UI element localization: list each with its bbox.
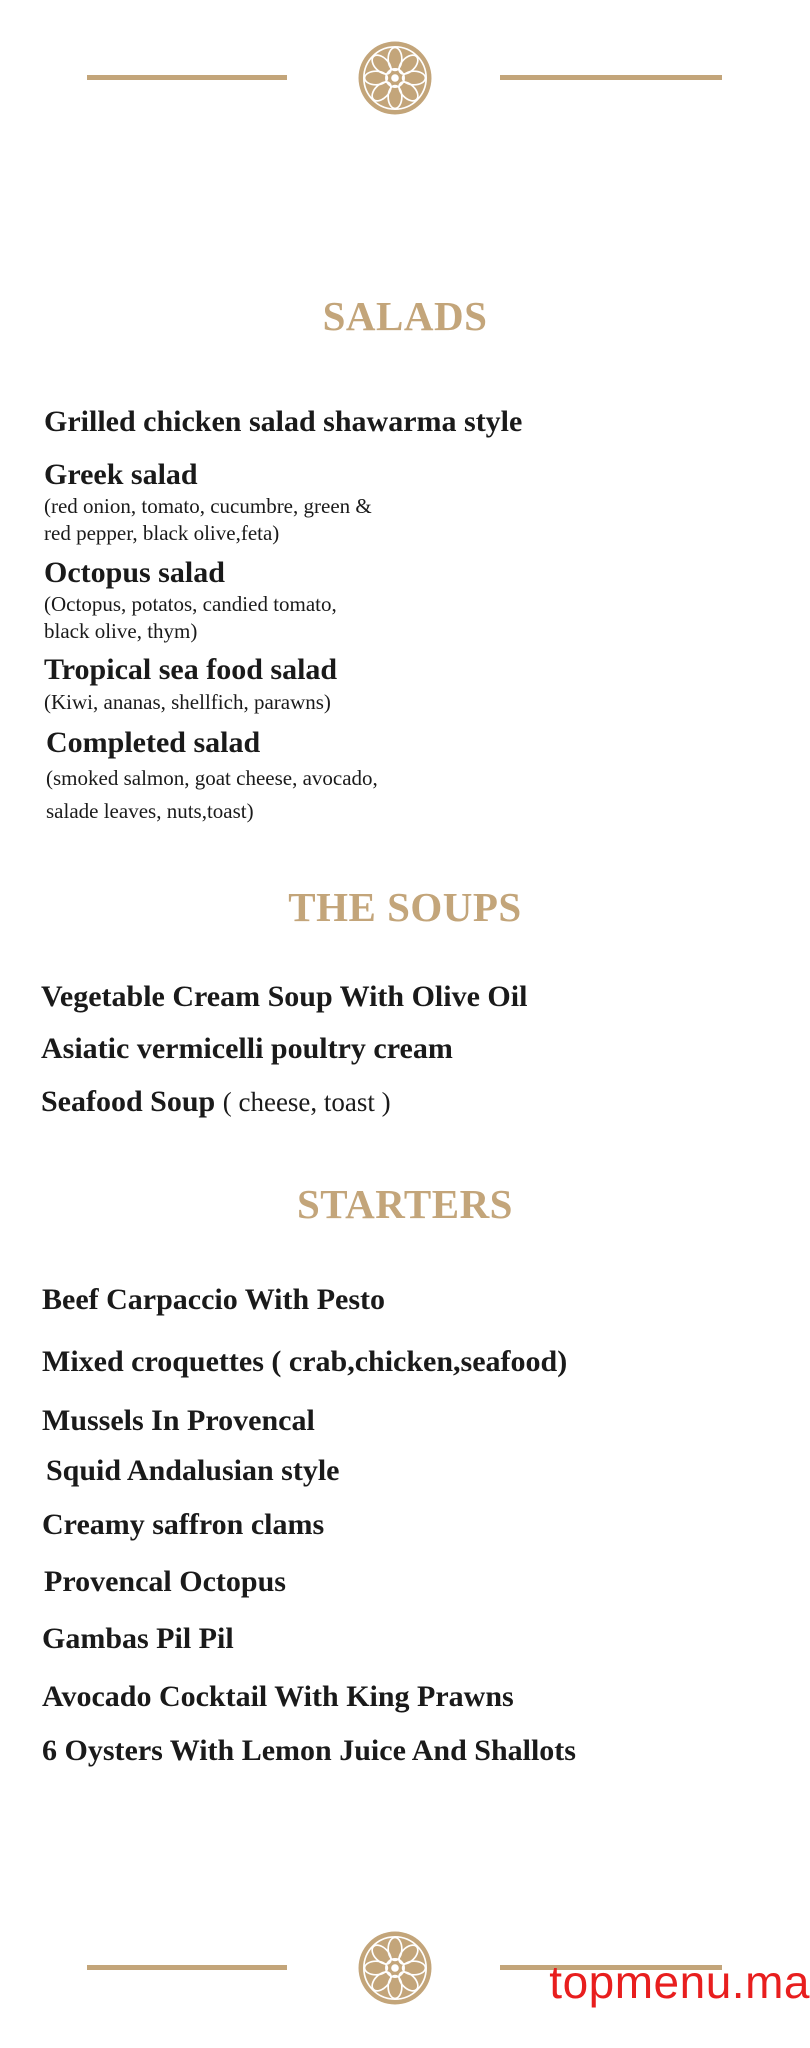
menu-item: Mussels In Provencal [42, 1404, 315, 1437]
menu-item: Beef Carpaccio With Pesto [42, 1283, 385, 1316]
menu-item-description: ( cheese, toast ) [222, 1087, 391, 1117]
menu-item: 6 Oysters With Lemon Juice And Shallots [42, 1734, 576, 1767]
menu-item: Gambas Pil Pil [42, 1622, 234, 1655]
top-ornament-line-right [500, 75, 722, 80]
menu-item-description: salade leaves, nuts,toast) [46, 799, 254, 823]
menu-item: Creamy saffron clams [42, 1508, 325, 1541]
top-ornament-line-left [87, 75, 287, 80]
menu-item-description: (red onion, tomato, cucumbre, green & [44, 494, 372, 518]
top-ornament [0, 32, 810, 122]
menu-item: Tropical sea food salad [44, 653, 338, 686]
menu-item: Octopus salad [44, 556, 225, 589]
section-title-starters: STARTERS [297, 1181, 513, 1227]
menu-item-name: Seafood Soup [41, 1085, 216, 1118]
menu-item: Completed salad [46, 726, 261, 759]
menu-item-description: (Octopus, potatos, candied tomato, [44, 592, 337, 616]
menu-item: Provencal Octopus [44, 1565, 286, 1598]
menu-item: Vegetable Cream Soup With Olive Oil [41, 980, 528, 1013]
menu-item-description: (smoked salmon, goat cheese, avocado, [46, 766, 378, 790]
menu-item [41, 1085, 391, 1119]
section-title-salads: SALADS [322, 293, 488, 339]
menu-item: Greek salad [44, 458, 198, 491]
menu-item-description: black olive, thym) [44, 619, 198, 643]
menu-item: Grilled chicken salad shawarma style [44, 405, 523, 438]
menu-item: Avocado Cocktail With King Prawns [42, 1680, 514, 1713]
watermark-text: topmenu.ma [549, 1956, 810, 2008]
bottom-ornament-line-left [87, 1965, 287, 1970]
menu-item: Squid Andalusian style [46, 1454, 340, 1487]
menu-item-description: red pepper, black olive,feta) [44, 521, 280, 545]
menu-item: Mixed croquettes ( crab,chicken,seafood) [42, 1345, 568, 1378]
menu-item: Asiatic vermicelli poultry cream [41, 1032, 453, 1065]
rosette-medallion-icon [357, 40, 433, 116]
menu-item-description: (Kiwi, ananas, shellfich, parawns) [44, 690, 331, 714]
section-title-soups: THE SOUPS [288, 884, 522, 930]
rosette-medallion-icon [357, 1930, 433, 2006]
